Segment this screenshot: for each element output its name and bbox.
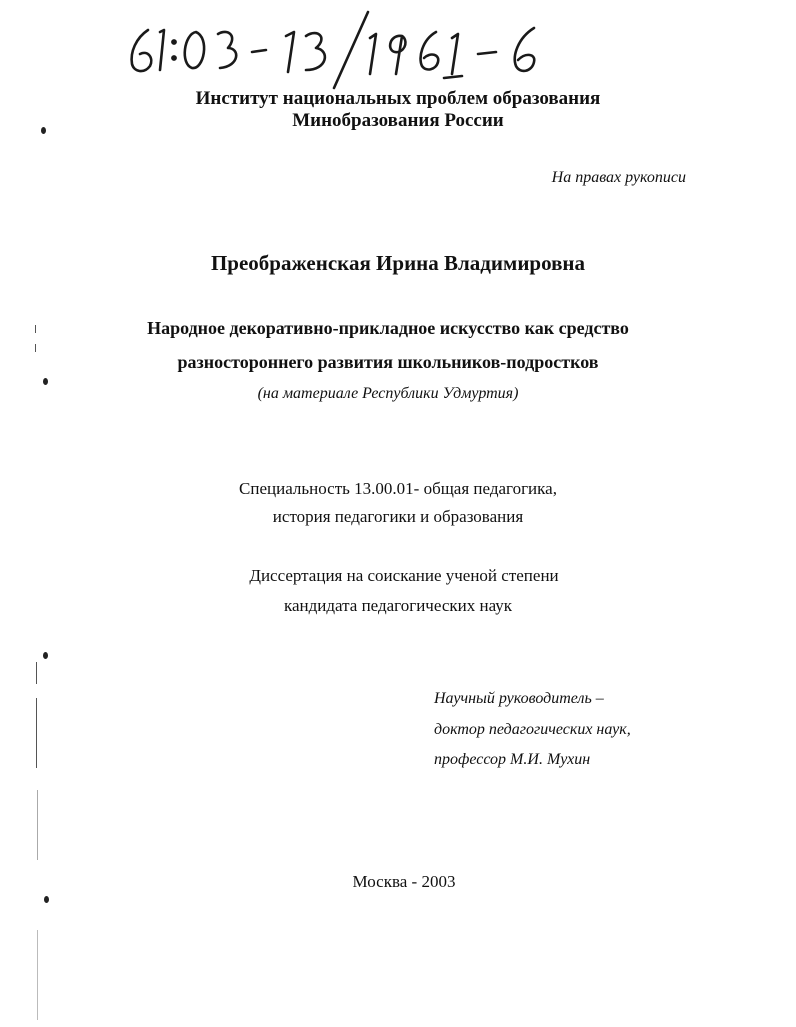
margin-stroke [35,325,36,333]
rights-note: На правах рукописи [551,169,686,186]
title-line1: Народное декоративно-прикладное искусство как средство [147,318,629,338]
dissertation-line2: кандидата педагогических наук [283,596,513,615]
dissertation-line1: Диссертация на соискание ученой степени [249,566,559,585]
margin-stroke [36,698,37,768]
advisor-line2: доктор педагогических наук, [434,721,631,738]
margin-stroke [37,790,38,860]
institution-name-line2: Минобразования России [292,110,504,131]
binder-hole-mark [41,127,46,134]
binder-hole-mark [43,652,48,659]
handwritten-archive-number [120,8,580,98]
title-line2: разностороннего развития школьников-подростков [177,352,599,372]
institution-name-line1: Институт национальных проблем образования [195,88,601,109]
margin-stroke [37,930,38,1020]
margin-stroke [36,662,37,684]
specialty-line2: история педагогики и образования [272,507,524,526]
binder-hole-mark [44,896,49,903]
advisor-line3: профессор М.И. Мухин [434,751,591,768]
author-name: Преображенская Ирина Владимировна [210,251,586,275]
binder-hole-mark [43,378,48,385]
advisor-line1: Научный руководитель – [434,690,604,707]
city-year: Москва - 2003 [352,872,456,891]
title-subtitle: (на материале Республики Удмуртия) [257,385,519,402]
specialty-line1: Специальность 13.00.01- общая педагогика, [239,479,557,498]
margin-stroke [35,344,36,352]
